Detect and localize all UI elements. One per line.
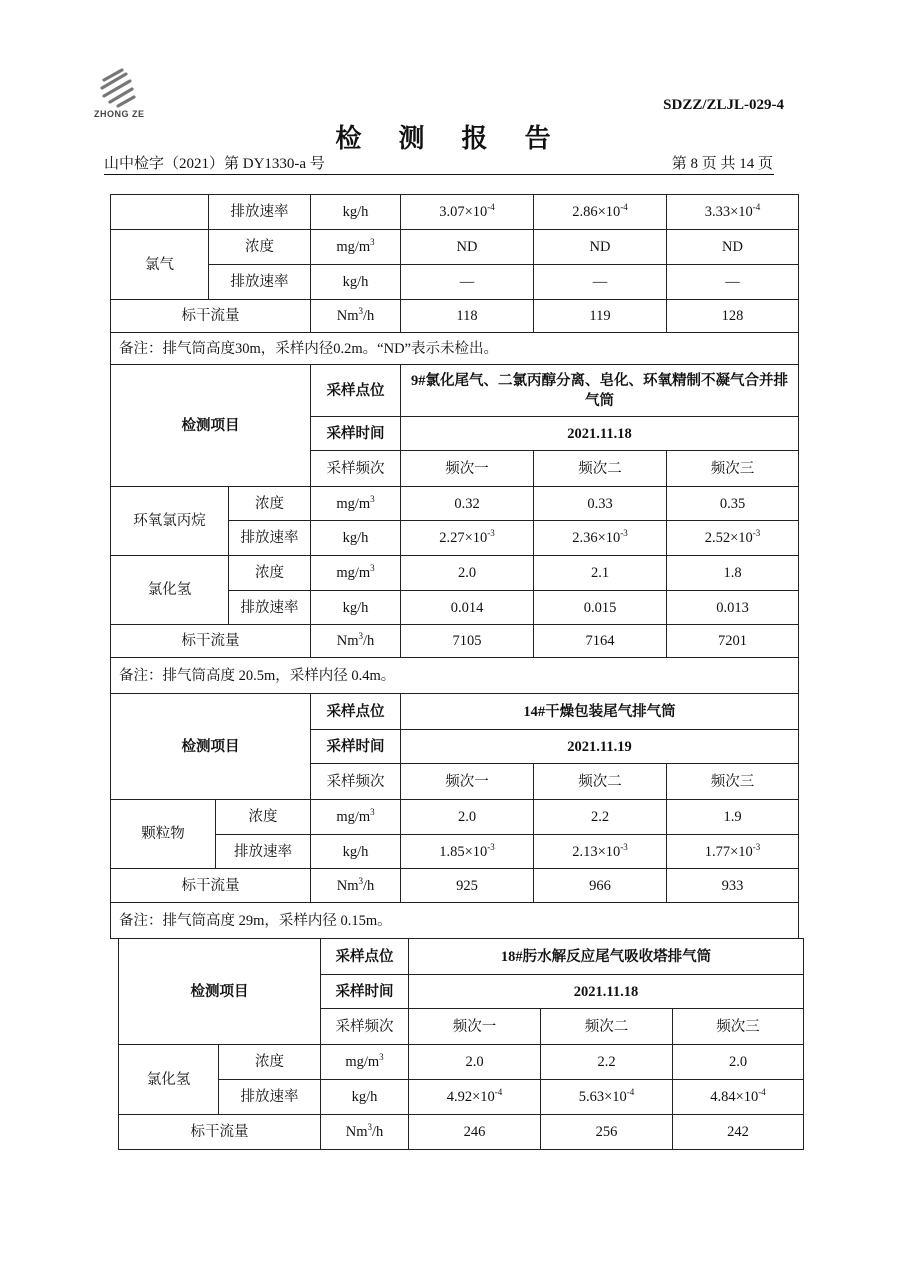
param-cell: 排放速率	[229, 591, 311, 625]
unit-cell: $mg/m^3$	[311, 487, 401, 521]
unit-cell: kg/h	[311, 835, 401, 869]
value-cell: 1.9	[667, 800, 799, 835]
unit-cell: kg/h	[311, 591, 401, 625]
freq-header: 频次一	[401, 764, 534, 800]
sampling-point: 14#干燥包装尾气排气筒	[401, 694, 799, 730]
param-cell: 浓度	[229, 556, 311, 591]
value-cell: 256	[541, 1115, 673, 1150]
value-cell: 0.015	[534, 591, 667, 625]
value-cell: 0.32	[401, 487, 534, 521]
value-cell: 2.0	[409, 1045, 541, 1080]
value-cell: 2.0	[401, 556, 534, 591]
table-row	[111, 556, 799, 591]
table-row	[111, 265, 799, 300]
table-row	[111, 300, 799, 333]
report-number: 山中检字（2021）第 DY1330-a 号	[104, 156, 325, 172]
freq-label: 采样频次	[321, 1009, 409, 1045]
page-number: 第 8 页 共 14 页	[671, 156, 773, 172]
flow-label: 标干流量	[111, 300, 311, 333]
value-cell: 0.35	[667, 487, 799, 521]
value-cell: 1.8	[667, 556, 799, 591]
value-cell: 0.014	[401, 591, 534, 625]
flow-label: 标干流量	[111, 625, 311, 658]
value-cell: $3.07\times 10^{-4}$	[401, 195, 534, 230]
table-row	[119, 1045, 804, 1080]
param-cell: 排放速率	[219, 1080, 321, 1115]
freq-header: 频次三	[673, 1009, 804, 1045]
value-cell: $3.33\times 10^{-4}$	[667, 195, 799, 230]
table-row	[111, 195, 799, 230]
unit-cell: $mg/m^3$	[311, 230, 401, 265]
unit-cell: kg/h	[311, 265, 401, 300]
note-text: 备注：排气筒高度 29m，采样内径 0.15m。	[111, 903, 799, 939]
note-text: 备注：排气筒高度 20.5m，采样内径 0.4m。	[111, 658, 799, 694]
unit-cell: Nm$^3$/h	[311, 869, 401, 903]
pollutant-name: 环氧氯丙烷	[111, 487, 229, 556]
value-cell: 246	[409, 1115, 541, 1150]
value-cell: 0.33	[534, 487, 667, 521]
item-header: 检测项目	[111, 694, 311, 800]
table-row	[111, 869, 799, 903]
point-label: 采样点位	[311, 365, 401, 417]
pollutant-name: 颗粒物	[111, 800, 216, 869]
unit-cell: kg/h	[311, 521, 401, 556]
value-cell: —	[401, 265, 534, 300]
value-cell: —	[667, 265, 799, 300]
table-row	[119, 1080, 804, 1115]
pollutant-name: 氯化氢	[119, 1045, 219, 1115]
value-cell: 2.2	[534, 800, 667, 835]
unit-cell: $mg/m^3$	[311, 556, 401, 591]
freq-header: 频次三	[667, 764, 799, 800]
item-header: 检测项目	[111, 365, 311, 487]
unit-cell: Nm$^3$/h	[311, 300, 401, 333]
value-cell: $5.63\times 10^{-4}$	[541, 1080, 673, 1115]
header-divider	[104, 174, 774, 175]
unit-cell: Nm$^3$/h	[311, 625, 401, 658]
param-cell: 排放速率	[209, 195, 311, 230]
freq-header: 频次一	[401, 451, 534, 487]
time-label: 采样时间	[311, 417, 401, 451]
unit-cell: $mg/m^3$	[321, 1045, 409, 1080]
param-cell: 浓度	[216, 800, 311, 835]
table-stack-9	[110, 364, 798, 693]
note-text: 备注：排气筒高度30m，采样内径0.2m。“ND”表示未检出。	[111, 333, 799, 365]
point-label: 采样点位	[321, 939, 409, 975]
value-cell: 2.1	[534, 556, 667, 591]
unit-cell: kg/h	[311, 195, 401, 230]
page-title: 检 测 报 告	[335, 124, 565, 154]
param-cell: 浓度	[219, 1045, 321, 1080]
value-cell: 0.013	[667, 591, 799, 625]
table-row	[111, 333, 799, 365]
unit-cell: $mg/m^3$	[311, 800, 401, 835]
table-row	[111, 694, 799, 730]
sampling-time: 2021.11.18	[401, 417, 799, 451]
freq-header: 频次二	[541, 1009, 673, 1045]
table-row	[119, 939, 804, 975]
table-row	[111, 625, 799, 658]
value-cell: ND	[534, 230, 667, 265]
freq-label: 采样频次	[311, 451, 401, 487]
param-cell: 排放速率	[216, 835, 311, 869]
sampling-point: 9#氯化尾气、二氯丙醇分离、皂化、环氧精制不凝气合并排气筒	[401, 365, 799, 417]
param-cell: 浓度	[209, 230, 311, 265]
value-cell: 7201	[667, 625, 799, 658]
value-cell: 7105	[401, 625, 534, 658]
freq-header: 频次一	[409, 1009, 541, 1045]
unit-cell: Nm$^3$/h	[321, 1115, 409, 1150]
value-cell: $2.86\times 10^{-4}$	[534, 195, 667, 230]
value-cell: 2.2	[541, 1045, 673, 1080]
sampling-time: 2021.11.18	[409, 975, 804, 1009]
document-code: SDZZ/ZLJL-029-4	[663, 97, 784, 113]
pollutant-name: 氯化氢	[111, 556, 229, 625]
freq-header: 频次二	[534, 451, 667, 487]
table-row	[111, 800, 799, 835]
flow-label: 标干流量	[111, 869, 311, 903]
unit-cell: kg/h	[321, 1080, 409, 1115]
flow-label: 标干流量	[119, 1115, 321, 1150]
value-cell: 925	[401, 869, 534, 903]
value-cell: ND	[401, 230, 534, 265]
value-cell: 128	[667, 300, 799, 333]
value-cell: $4.84\times 10^{-4}$	[673, 1080, 804, 1115]
time-label: 采样时间	[321, 975, 409, 1009]
table-row	[111, 658, 799, 694]
table-stack-18	[118, 938, 803, 1149]
param-cell: 排放速率	[229, 521, 311, 556]
sampling-time: 2021.11.19	[401, 730, 799, 764]
param-cell: 排放速率	[209, 265, 311, 300]
table-stack-14	[110, 693, 798, 938]
value-cell: $2.52\times 10^{-3}$	[667, 521, 799, 556]
value-cell: $2.27\times 10^{-3}$	[401, 521, 534, 556]
value-cell: 118	[401, 300, 534, 333]
value-cell: $1.77\times 10^{-3}$	[667, 835, 799, 869]
value-cell: 966	[534, 869, 667, 903]
value-cell: 933	[667, 869, 799, 903]
freq-header: 频次三	[667, 451, 799, 487]
freq-label: 采样频次	[311, 764, 401, 800]
freq-header: 频次二	[534, 764, 667, 800]
value-cell: —	[534, 265, 667, 300]
param-cell: 浓度	[229, 487, 311, 521]
table-row	[111, 365, 799, 417]
pollutant-name: 氯气	[111, 230, 209, 300]
value-cell: $2.13\times 10^{-3}$	[534, 835, 667, 869]
value-cell: ND	[667, 230, 799, 265]
value-cell: 2.0	[401, 800, 534, 835]
value-cell: 242	[673, 1115, 804, 1150]
value-cell: 119	[534, 300, 667, 333]
sampling-point: 18#肟水解反应尾气吸收塔排气筒	[409, 939, 804, 975]
table-chlorine-continuation	[110, 194, 798, 364]
value-cell: 7164	[534, 625, 667, 658]
value-cell: $1.85\times 10^{-3}$	[401, 835, 534, 869]
table-row	[111, 230, 799, 265]
table-row	[111, 903, 799, 939]
value-cell: $2.36\times 10^{-3}$	[534, 521, 667, 556]
table-row	[119, 1115, 804, 1150]
item-header: 检测项目	[119, 939, 321, 1045]
time-label: 采样时间	[311, 730, 401, 764]
table-row	[111, 487, 799, 521]
value-cell: 2.0	[673, 1045, 804, 1080]
point-label: 采样点位	[311, 694, 401, 730]
value-cell: $4.92\times 10^{-4}$	[409, 1080, 541, 1115]
logo-text: ZHONG ZE	[94, 109, 145, 119]
